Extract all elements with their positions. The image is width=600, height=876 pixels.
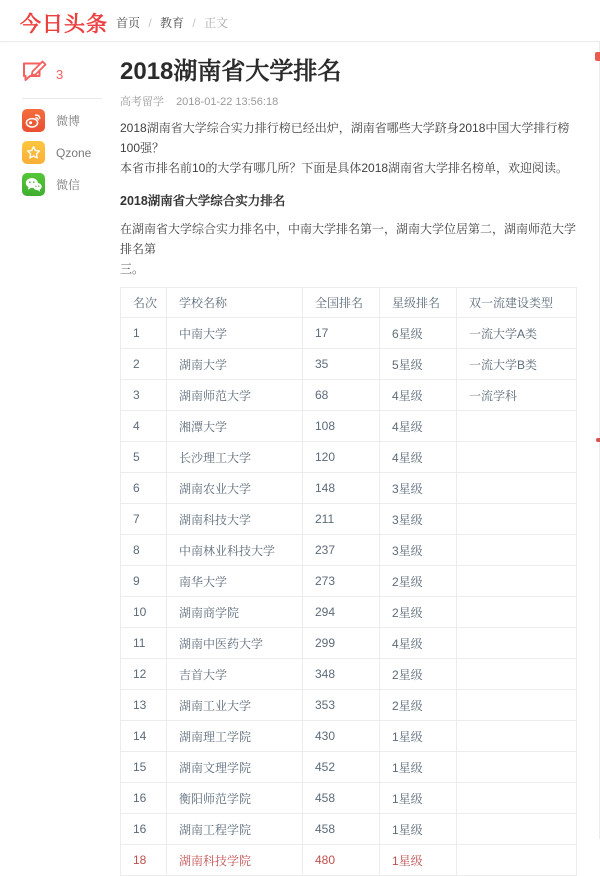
table-cell: 14 (121, 721, 167, 752)
table-cell: 衡阳师范学院 (167, 783, 303, 814)
table-cell: 湖南工程学院 (167, 814, 303, 845)
comment-count: 3 (56, 66, 64, 82)
table-cell (457, 814, 577, 845)
table-row (121, 442, 577, 473)
table-cell: 15 (121, 752, 167, 783)
column-header: 全国排名 (303, 288, 380, 318)
table-cell: 13 (121, 690, 167, 721)
table-cell: 2星级 (380, 597, 457, 628)
table-cell: 1星级 (380, 752, 457, 783)
table-row (121, 535, 577, 566)
article-meta (120, 93, 578, 109)
table-cell (457, 628, 577, 659)
table-row (121, 349, 577, 380)
table-cell: 353 (303, 690, 380, 721)
table-cell: 吉首大学 (167, 659, 303, 690)
table-row (121, 628, 577, 659)
table-cell: 5星级 (380, 349, 457, 380)
table-cell: 8 (121, 535, 167, 566)
table-row (121, 783, 577, 814)
ranking-table (120, 287, 577, 876)
table-cell: 211 (303, 504, 380, 535)
table-cell: 湖南中医药大学 (167, 628, 303, 659)
table-cell: 3星级 (380, 504, 457, 535)
table-cell: 16 (121, 783, 167, 814)
share-label-weibo: 微博 (56, 114, 81, 128)
table-cell: 2星级 (380, 690, 457, 721)
table-cell: 湖南商学院 (167, 597, 303, 628)
table-header-row (121, 288, 577, 318)
table-cell: 1星级 (380, 845, 457, 876)
table-cell: 6星级 (380, 318, 457, 349)
table-row (121, 318, 577, 349)
table-cell: 1星级 (380, 783, 457, 814)
table-cell (457, 845, 577, 876)
table-cell: 348 (303, 659, 380, 690)
table-cell: 湘潭大学 (167, 411, 303, 442)
intro-paragraph (120, 118, 578, 178)
wechat-icon (22, 173, 45, 196)
share-label-wechat: 微信 (56, 178, 81, 192)
table-cell: 1 (121, 318, 167, 349)
table-cell (457, 442, 577, 473)
table-row (121, 659, 577, 690)
table-row (121, 845, 577, 876)
table-cell: 南华大学 (167, 566, 303, 597)
rail-divider (22, 98, 102, 99)
column-header: 星级排名 (380, 288, 457, 318)
share-label-qzone: Qzone (56, 145, 92, 160)
table-cell: 12 (121, 659, 167, 690)
table-cell: 2星级 (380, 659, 457, 690)
share-item-qzone[interactable] (22, 141, 108, 164)
text-line: 2018湖南省大学综合实力排行榜已经出炉，湖南省哪些大学跻身2018中国大学排行榜100强？ (120, 121, 570, 155)
table-cell (457, 721, 577, 752)
table-row (121, 380, 577, 411)
breadcrumb-separator: / (192, 16, 196, 30)
table-cell: 湖南文理学院 (167, 752, 303, 783)
table-row (121, 504, 577, 535)
table-cell: 4星级 (380, 380, 457, 411)
column-header: 学校名称 (167, 288, 303, 318)
table-cell: 湖南大学 (167, 349, 303, 380)
table-cell: 18 (121, 845, 167, 876)
table-cell: 3 (121, 380, 167, 411)
section-heading: 2018湖南省大学综合实力排名 (120, 194, 286, 208)
table-cell: 430 (303, 721, 380, 752)
right-edge-artifact (596, 438, 600, 442)
table-cell: 5 (121, 442, 167, 473)
table-cell: 16 (121, 814, 167, 845)
table-cell: 480 (303, 845, 380, 876)
qzone-icon (22, 141, 45, 164)
comment-button[interactable] (22, 62, 108, 86)
breadcrumb (116, 14, 228, 31)
table-row (121, 752, 577, 783)
table-cell: 4 (121, 411, 167, 442)
column-header: 名次 (121, 288, 167, 318)
table-cell: 294 (303, 597, 380, 628)
site-header (0, 0, 600, 42)
table-cell (457, 752, 577, 783)
table-cell: 458 (303, 814, 380, 845)
table-cell: 4星级 (380, 628, 457, 659)
table-cell: 9 (121, 566, 167, 597)
table-body (121, 318, 577, 876)
table-cell: 湖南理工学院 (167, 721, 303, 752)
table-cell: 1星级 (380, 814, 457, 845)
share-item-wechat[interactable] (22, 173, 108, 196)
breadcrumb-education[interactable]: 教育 (160, 16, 185, 30)
table-cell (457, 597, 577, 628)
table-row (121, 814, 577, 845)
table-row (121, 721, 577, 752)
table-cell (457, 473, 577, 504)
table-cell: 7 (121, 504, 167, 535)
table-cell: 湖南科技大学 (167, 504, 303, 535)
table-cell: 452 (303, 752, 380, 783)
table-cell: 中南林业科技大学 (167, 535, 303, 566)
table-cell (457, 783, 577, 814)
table-cell: 1星级 (380, 721, 457, 752)
article (120, 42, 578, 876)
breadcrumb-current: 正文 (204, 16, 229, 30)
table-cell: 湖南科技学院 (167, 845, 303, 876)
table-cell: 湖南师范大学 (167, 380, 303, 411)
text-line: 三。 (120, 262, 145, 276)
table-cell: 3星级 (380, 535, 457, 566)
publish-datetime: 2018-01-22 13:56:18 (176, 96, 279, 108)
table-cell: 4星级 (380, 442, 457, 473)
table-cell (457, 411, 577, 442)
table-cell: 68 (303, 380, 380, 411)
table-cell: 11 (121, 628, 167, 659)
table-cell: 273 (303, 566, 380, 597)
share-rail (22, 62, 108, 205)
table-cell (457, 659, 577, 690)
comment-edit-icon (22, 60, 47, 88)
table-cell: 148 (303, 473, 380, 504)
weibo-icon (22, 109, 45, 132)
table-cell: 2 (121, 349, 167, 380)
summary-paragraph (120, 219, 578, 279)
table-row (121, 566, 577, 597)
table-cell: 108 (303, 411, 380, 442)
table-cell: 237 (303, 535, 380, 566)
right-edge-artifact (595, 52, 600, 61)
table-cell: 3星级 (380, 473, 457, 504)
table-cell: 湖南农业大学 (167, 473, 303, 504)
table-cell: 一流大学B类 (457, 349, 577, 380)
table-row (121, 690, 577, 721)
table-cell: 4星级 (380, 411, 457, 442)
table-cell (457, 690, 577, 721)
table-cell: 17 (303, 318, 380, 349)
table-cell: 长沙理工大学 (167, 442, 303, 473)
table-cell: 35 (303, 349, 380, 380)
breadcrumb-separator: / (148, 16, 152, 30)
table-cell: 10 (121, 597, 167, 628)
table-cell (457, 535, 577, 566)
table-cell: 299 (303, 628, 380, 659)
table-cell (457, 504, 577, 535)
breadcrumb-home[interactable]: 首页 (116, 16, 141, 30)
table-cell: 458 (303, 783, 380, 814)
table-cell (457, 566, 577, 597)
table-cell: 一流学科 (457, 380, 577, 411)
table-row (121, 411, 577, 442)
table-cell: 湖南工业大学 (167, 690, 303, 721)
table-cell: 一流大学A类 (457, 318, 577, 349)
table-cell: 120 (303, 442, 380, 473)
author-name[interactable]: 高考留学 (120, 96, 164, 108)
share-item-weibo[interactable] (22, 109, 108, 132)
table-cell: 中南大学 (167, 318, 303, 349)
table-row (121, 473, 577, 504)
table-cell: 2星级 (380, 566, 457, 597)
text-line: 在湖南省大学综合实力排名中，中南大学排名第一，湖南大学位居第二，湖南师范大学排名第 (120, 222, 577, 256)
toutiao-logo[interactable]: 今日头条 (20, 13, 108, 36)
page-title: 2018湖南省大学排名 (120, 58, 342, 85)
table-cell: 6 (121, 473, 167, 504)
column-header: 双一流建设类型 (457, 288, 577, 318)
table-row (121, 597, 577, 628)
text-line: 本省市排名前10的大学有哪几所？下面是具体2018湖南省大学排名榜单，欢迎阅读。 (120, 161, 569, 175)
